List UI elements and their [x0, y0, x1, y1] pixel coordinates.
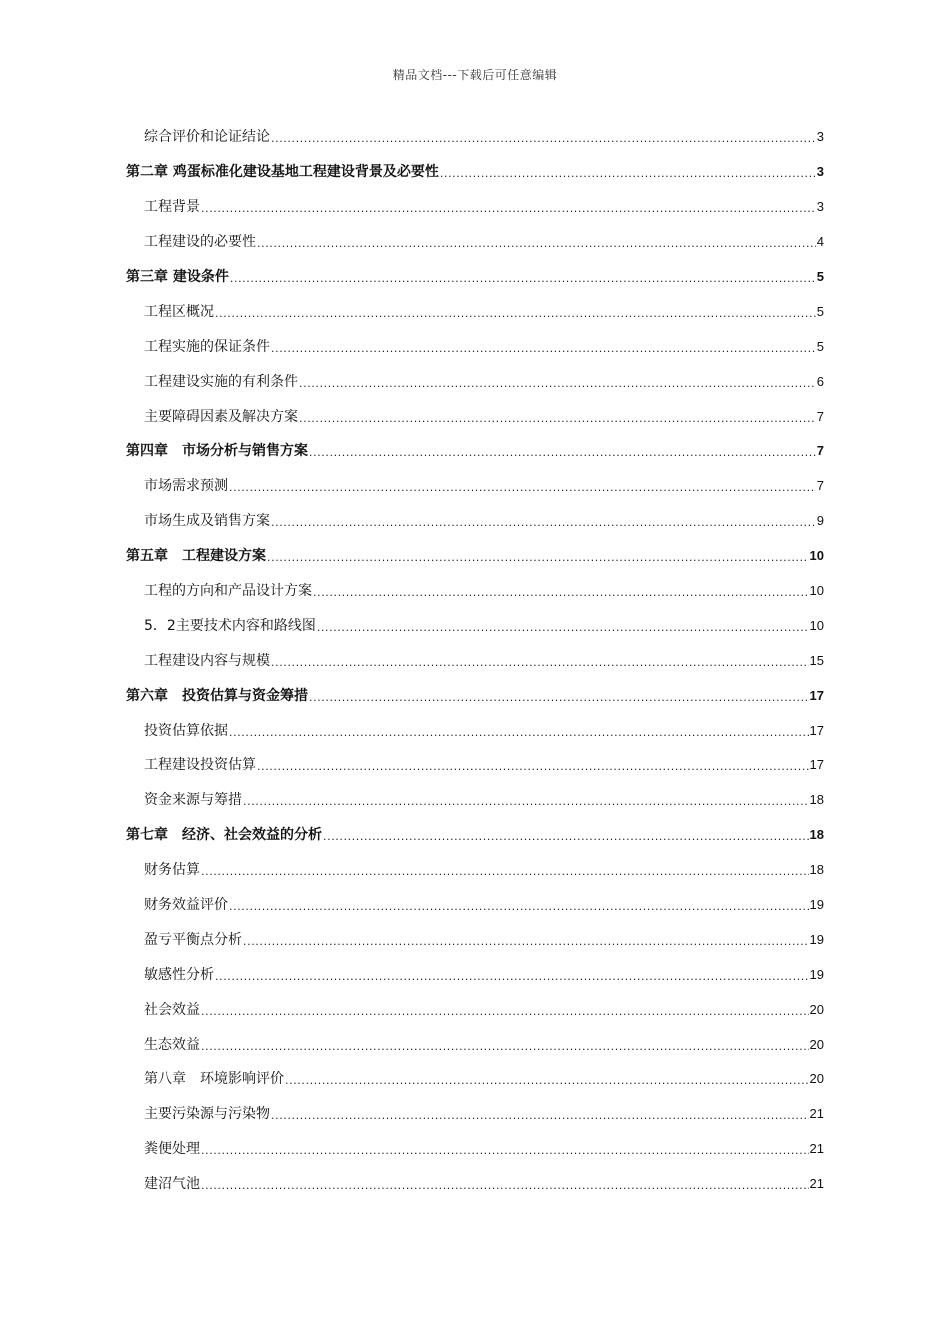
toc-section-entry[interactable]	[126, 120, 824, 155]
toc-entry-label: 财务效益评价	[144, 897, 228, 914]
toc-dot-leader	[309, 687, 809, 705]
toc-section-entry[interactable]	[126, 190, 824, 225]
toc-section-entry[interactable]	[126, 1027, 824, 1062]
toc-page-number: 10	[809, 548, 824, 564]
toc-dot-leader	[271, 338, 816, 356]
toc-page-number: 21	[809, 1106, 824, 1122]
toc-dot-leader	[299, 408, 816, 426]
toc-page-number: 3	[816, 199, 824, 215]
toc-dot-leader	[271, 1105, 809, 1123]
toc-page-number: 6	[816, 373, 824, 389]
toc-dot-leader	[243, 791, 809, 809]
toc-page-number: 20	[809, 1036, 824, 1052]
toc-section-entry[interactable]	[126, 504, 824, 539]
toc-section-entry[interactable]	[126, 643, 824, 678]
toc-page-number: 19	[809, 897, 824, 913]
toc-page-number: 21	[809, 1176, 824, 1192]
toc-page-number: 5	[816, 269, 824, 284]
toc-section-entry[interactable]	[126, 364, 824, 399]
toc-entry-label: 综合评价和论证结论	[144, 129, 270, 146]
toc-page-number: 4	[816, 234, 824, 250]
toc-page-number: 20	[809, 1001, 824, 1017]
toc-section-entry[interactable]	[126, 294, 824, 329]
toc-entry-label: 盈亏平衡点分析	[144, 931, 242, 948]
toc-section-entry[interactable]	[126, 329, 824, 364]
toc-page-number: 7	[816, 443, 824, 459]
toc-dot-leader	[215, 966, 809, 984]
toc-dot-leader	[299, 373, 816, 391]
toc-dot-leader	[271, 652, 809, 670]
toc-dot-leader	[440, 163, 816, 181]
toc-page-number: 7	[816, 478, 824, 494]
toc-entry-label: 第六章 投资估算与资金筹措	[126, 687, 308, 704]
toc-section-entry[interactable]	[126, 992, 824, 1027]
toc-page-number: 18	[809, 862, 824, 878]
toc-section-entry[interactable]	[126, 922, 824, 957]
toc-section-entry[interactable]	[126, 399, 824, 434]
page-header: 精品文档---下载后可任意编辑	[392, 68, 558, 82]
toc-section-entry[interactable]	[126, 748, 824, 783]
toc-dot-leader	[201, 1175, 809, 1193]
toc-dot-leader	[257, 756, 809, 774]
toc-dot-leader	[201, 1140, 809, 1158]
toc-entry-label: 工程实施的保证条件	[144, 338, 270, 355]
toc-page-number: 17	[809, 757, 824, 773]
toc-page-number: 15	[809, 652, 824, 668]
toc-page-number: 5	[816, 338, 824, 354]
toc-dot-leader	[229, 896, 809, 914]
toc-chapter-entry[interactable]	[126, 818, 824, 853]
toc-section-entry[interactable]	[126, 1097, 824, 1132]
toc-entry-label: 第七章 经济、社会效益的分析	[126, 827, 322, 844]
toc-section-entry[interactable]	[126, 1062, 824, 1097]
toc-dot-leader	[257, 233, 816, 251]
toc-entry-label: 投资估算依据	[144, 722, 228, 739]
toc-page-number: 21	[809, 1141, 824, 1157]
toc-dot-leader	[229, 477, 816, 495]
toc-entry-label: 资金来源与筹措	[144, 792, 242, 809]
toc-section-entry[interactable]	[126, 225, 824, 260]
toc-dot-leader	[229, 722, 809, 740]
toc-section-entry[interactable]	[126, 853, 824, 888]
toc-page-number: 17	[809, 722, 824, 738]
toc-dot-leader	[230, 268, 816, 286]
toc-dot-leader	[215, 303, 816, 321]
toc-dot-leader	[201, 861, 809, 879]
toc-chapter-entry[interactable]	[126, 260, 824, 295]
toc-dot-leader	[267, 547, 809, 565]
toc-page-number: 18	[809, 792, 824, 808]
toc-entry-label: 社会效益	[144, 1001, 200, 1018]
toc-entry-label: 工程的方向和产品设计方案	[144, 583, 312, 600]
toc-section-entry[interactable]	[126, 1167, 824, 1202]
toc-entry-label: 工程建设内容与规模	[144, 652, 270, 669]
toc-entry-label: 第二章 鸡蛋标准化建设基地工程建设背景及必要性	[126, 164, 439, 181]
toc-dot-leader	[317, 617, 809, 635]
toc-page-number: 3	[816, 129, 824, 145]
toc-page-number: 17	[809, 687, 824, 703]
toc-dot-leader	[201, 198, 816, 216]
toc-section-entry[interactable]	[126, 957, 824, 992]
toc-entry-label: 敏感性分析	[144, 966, 214, 983]
toc-section-entry[interactable]	[126, 469, 824, 504]
toc-entry-label: 市场生成及销售方案	[144, 513, 270, 530]
toc-entry-label: 工程区概况	[144, 303, 214, 320]
toc-chapter-entry[interactable]	[126, 539, 824, 574]
toc-entry-label: 财务估算	[144, 862, 200, 879]
toc-page-number: 9	[816, 513, 824, 529]
toc-page-number: 10	[809, 583, 824, 599]
toc-entry-label: 第四章 市场分析与销售方案	[126, 443, 308, 460]
toc-page-number: 5	[816, 303, 824, 319]
toc-entry-label: 第八章 环境影响评价	[144, 1071, 284, 1088]
toc-entry-label: 市场需求预测	[144, 478, 228, 495]
toc-page-number: 19	[809, 966, 824, 982]
toc-entry-label: 主要污染源与污染物	[144, 1106, 270, 1123]
toc-dot-leader	[201, 1036, 809, 1054]
toc-chapter-entry[interactable]	[126, 434, 824, 469]
toc-entry-label: 工程背景	[144, 199, 200, 216]
toc-page-number: 19	[809, 931, 824, 947]
toc-page-number: 20	[809, 1071, 824, 1087]
toc-dot-leader	[309, 442, 816, 460]
toc-page-number: 18	[809, 827, 824, 843]
toc-dot-leader	[313, 582, 809, 600]
toc-entry-label: 主要障碍因素及解决方案	[144, 408, 298, 425]
toc-section-entry[interactable]	[126, 1132, 824, 1167]
toc-chapter-entry[interactable]	[126, 678, 824, 713]
toc-section-entry[interactable]	[126, 713, 824, 748]
toc-dot-leader	[285, 1070, 809, 1088]
toc-section-entry[interactable]	[126, 783, 824, 818]
toc-entry-label: 工程建设的必要性	[144, 234, 256, 251]
toc-dot-leader	[271, 512, 816, 530]
toc-section-entry[interactable]	[126, 574, 824, 609]
toc-entry-label: 建沼气池	[144, 1176, 200, 1193]
toc-dot-leader	[243, 931, 809, 949]
toc-entry-label: 5．2主要技术内容和路线图	[144, 617, 316, 634]
toc-section-entry[interactable]	[126, 888, 824, 923]
toc-entry-label: 第三章 建设条件	[126, 269, 229, 285]
toc-dot-leader	[201, 1001, 809, 1019]
table-of-contents	[126, 120, 824, 1202]
toc-entry-label: 第五章 工程建设方案	[126, 548, 266, 565]
toc-page-number: 3	[816, 164, 824, 180]
toc-dot-leader	[271, 128, 816, 146]
toc-entry-label: 生态效益	[144, 1036, 200, 1053]
toc-entry-label: 工程建设实施的有利条件	[144, 373, 298, 390]
toc-entry-label: 工程建设投资估算	[144, 757, 256, 774]
toc-page-number: 10	[809, 617, 824, 633]
toc-page-number: 7	[816, 408, 824, 424]
toc-dot-leader	[323, 826, 809, 844]
toc-section-entry[interactable]	[126, 608, 824, 643]
toc-entry-label: 粪便处理	[144, 1141, 200, 1158]
toc-chapter-entry[interactable]	[126, 155, 824, 190]
